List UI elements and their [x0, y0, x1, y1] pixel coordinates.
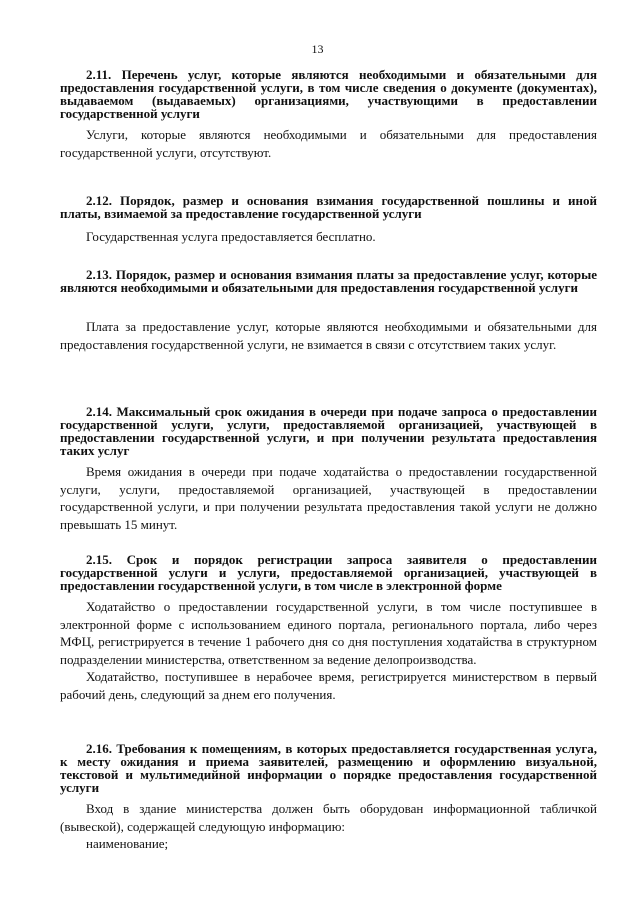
- section-2-12: [60, 194, 597, 246]
- section-2-13: [60, 268, 597, 353]
- section-paragraph: Ходатайство о предоставлении государственной услуги, в том числе поступившее в электронной форме с использованием единого портала, регионального портала, либо через МФЦ, регистрируется в течение 1 рабочего дня со дня поступления ходатайства в структурном подразделении министерства, ответственном за ведение делопроизводства.: [60, 599, 597, 667]
- section-heading: 2.16. Требования к помещениям, в которых предоставляется государственная услуга, к месту ожидания и приема заявителей, размещению и оформлению визуальной, текстовой и мультимедийной информации о порядке предоставления государственной услуги: [60, 741, 597, 795]
- section-paragraph: Время ожидания в очереди при подаче ходатайства о предоставлении государственной услуги, услуги, предоставляемой организацией, участвующей в предоставлении государственной услуги, и при получении результата предоставления такой услуги не должно превышать 15 минут.: [60, 464, 597, 532]
- section-heading: 2.12. Порядок, размер и основания взимания государственной пошлины и иной платы, взимаемой за предоставление государственной услуги: [60, 193, 597, 221]
- section-paragraph: Плата за предоставление услуг, которые являются необходимыми и обязательными для предоставления государственной услуги, не взимается в связи с отсутствием таких услуг.: [60, 319, 597, 352]
- section-heading: 2.14. Максимальный срок ожидания в очереди при подаче запроса о предоставлении государственной услуги, услуги, предоставляемой организацией, участвующей в предоставлении государственной услуги, и при получении результата предоставления таких услуг: [60, 404, 597, 458]
- section-heading: 2.15. Срок и порядок регистрации запроса заявителя о предоставлении государственной услуги и услуги, предоставляемой организацией, участвующей в предоставлении государственной услуги, в том числе в электронной форме: [60, 552, 597, 593]
- section-heading: 2.11. Перечень услуг, которые являются необходимыми и обязательными для предоставления государственной услуги, в том числе сведения о документе (документах), выдаваемом (выдаваемых) организациями, участвующими в предоставлении государственной услуги: [60, 67, 597, 121]
- section-2-15: [60, 553, 597, 703]
- section-paragraph: Ходатайство, поступившее в нерабочее время, регистрируется министерством в первый рабочий день, следующий за днем его получения.: [60, 669, 597, 702]
- section-paragraph: наименование;: [86, 836, 169, 851]
- page-number: 13: [311, 42, 324, 56]
- section-paragraph: Вход в здание министерства должен быть оборудован информационной табличкой (вывеской), содержащей следующую информацию:: [60, 801, 597, 834]
- section-heading: 2.13. Порядок, размер и основания взимания платы за предоставление услуг, которые являются необходимыми и обязательными для предоставления государственной услуги: [60, 267, 597, 295]
- section-2-14: [60, 405, 597, 533]
- section-2-11: [60, 68, 597, 161]
- section-paragraph: Услуги, которые являются необходимыми и обязательными для предоставления государственной услуги, отсутствуют.: [60, 127, 597, 160]
- section-2-16: [60, 742, 597, 853]
- section-paragraph: Государственная услуга предоставляется бесплатно.: [86, 229, 376, 244]
